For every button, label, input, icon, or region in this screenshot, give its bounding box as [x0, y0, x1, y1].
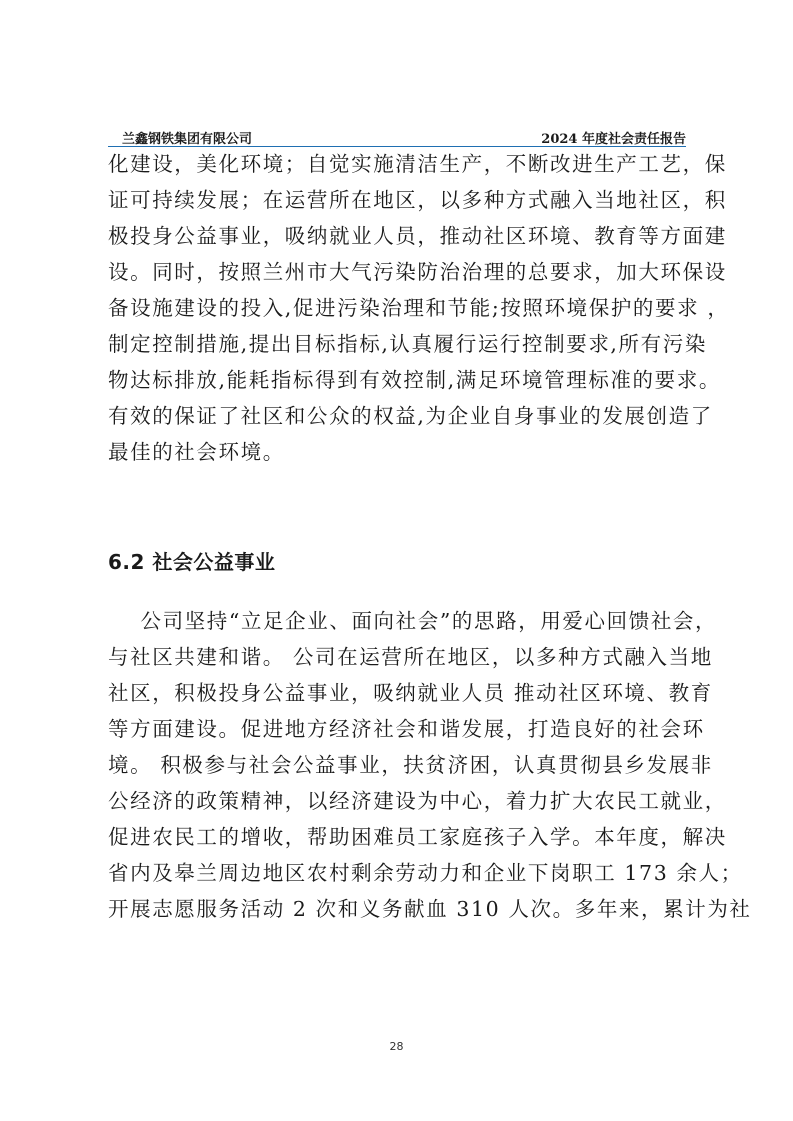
paragraph-line: 等方面建设。促进地方经济社会和谐发展，打造良好的社会环 [108, 717, 705, 741]
section-heading: 6.2 社会公益事业 [108, 550, 276, 574]
page-header [108, 126, 686, 147]
body-paragraph-1 [108, 146, 730, 470]
paragraph-line: 极投身公益事业，吸纳就业人员，推动社区环境、教育等方面建 [108, 224, 727, 248]
page-number: 28 [389, 1040, 404, 1053]
paragraph-line: 备设施建设的投入,促进污染治理和节能;按照环境保护的要求 ， [108, 296, 730, 320]
paragraph-line: 物达标排放,能耗指标得到有效控制,满足环境管理标准的要求。 [108, 368, 721, 392]
paragraph-line: 公司坚持“立足企业、面向社会”的思路，用爱心回馈社会， [108, 609, 718, 633]
header-report-title: 2024 年度社会责任报告 [541, 132, 686, 147]
body-paragraph-2 [108, 603, 752, 927]
paragraph-line: 化建设，美化环境；自觉实施清洁生产，不断改进生产工艺，保 [108, 152, 727, 176]
paragraph-line: 公经济的政策精神，以经济建设为中心，着力扩大农民工就业， [108, 789, 727, 813]
paragraph-line: 境。 积极参与社会公益事业，扶贫济困，认真贯彻县乡发展非 [108, 753, 713, 777]
paragraph-line: 与社区共建和谐。 公司在运营所在地区，以多种方式融入当地 [108, 645, 713, 669]
paragraph-line: 省内及皋兰周边地区农村剩余劳动力和企业下岗职工 173 余人； [108, 861, 743, 885]
header-company-name: 兰鑫钢铁集团有限公司 [122, 132, 253, 147]
paragraph-line: 设。同时，按照兰州市大气污染防治治理的总要求，加大环保设 [108, 260, 727, 284]
paragraph-line: 社区，积极投身公益事业，吸纳就业人员 推动社区环境、教育 [108, 681, 713, 705]
paragraph-line: 促进农民工的增收，帮助困难员工家庭孩子入学。本年度，解决 [108, 825, 727, 849]
paragraph-line: 有效的保证了社区和公众的权益,为企业自身事业的发展创造了 [108, 404, 713, 428]
paragraph-line: 开展志愿服务活动 2 次和义务献血 310 人次。多年来，累计为社 [108, 897, 752, 921]
paragraph-line: 最佳的社会环境。 [108, 440, 285, 464]
paragraph-line: 证可持续发展；在运营所在地区，以多种方式融入当地社区，积 [108, 188, 727, 212]
paragraph-line: 制定控制措施,提出目标指标,认真履行运行控制要求,所有污染 [108, 332, 707, 356]
